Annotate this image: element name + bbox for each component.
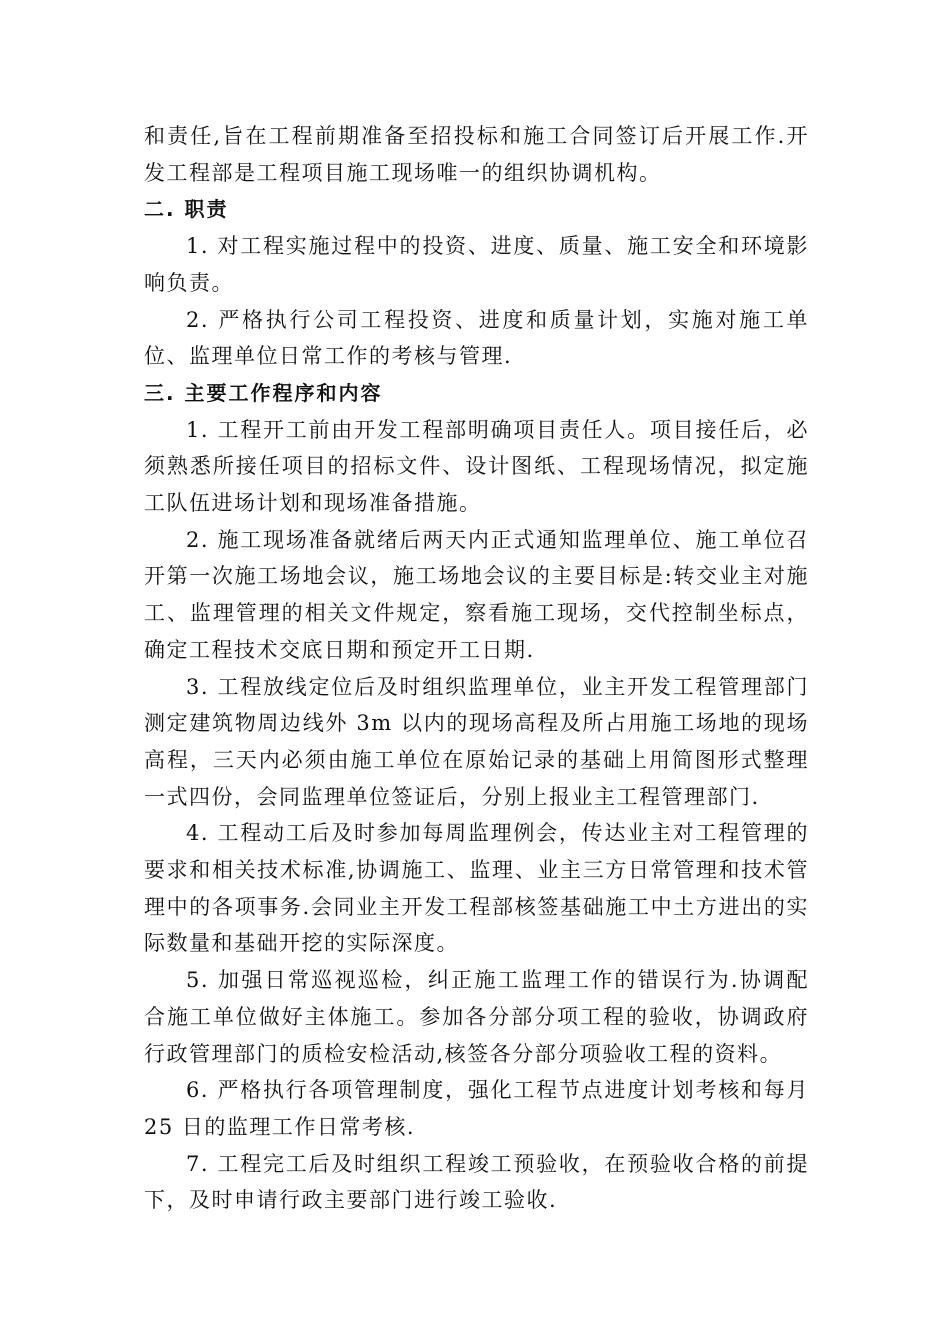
intro-paragraph: 和责任,旨在工程前期准备至招投标和施工合同签订后开展工作.开发工程部是工程项目施工现场唯一的组织协调机构。 bbox=[144, 124, 809, 185]
procedure-item-1: 1. 工程开工前由开发工程部明确项目责任人。项目接任后，必须熟悉所接任项目的招标文件、设计图纸、工程现场情况，拟定施工队伍进场计划和现场准备措施。 bbox=[144, 417, 809, 516]
section-heading-procedures: 三. 主要工作程序和内容 bbox=[144, 380, 383, 405]
procedure-item-6: 6. 严格执行各项管理制度，强化工程节点进度计划考核和每月 25 日的监理工作日常考核. bbox=[144, 1078, 809, 1139]
duty-item-2: 2. 严格执行公司工程投资、进度和质量计划，实施对施工单位、监理单位日常工作的考核与管理. bbox=[144, 307, 809, 369]
section-heading-duties: 二. 职责 bbox=[144, 197, 229, 222]
procedure-item-3: 3. 工程放线定位后及时组织监理单位，业主开发工程管理部门测定建筑物周边线外 3m 以内的现场高程及所占用施工场地的现场高程，三天内必须由施工单位在原始记录的基础上用简图形式整理一式四份，会同监理单位签证后，分别上报业主工程管理部门. bbox=[144, 674, 809, 809]
procedure-item-7: 7. 工程完工后及时组织工程竣工预验收，在预验收合格的前提下，及时申请行政主要部门进行竣工验收. bbox=[144, 1151, 809, 1213]
procedure-item-2: 2. 施工现场准备就绪后两天内正式通知监理单位、施工单位召开第一次施工场地会议，施工场地会议的主要目标是:转交业主对施工、监理管理的相关文件规定，察看施工现场，交代控制坐标点，确定工程技术交底日期和预定开工日期. bbox=[144, 527, 809, 662]
document-page bbox=[144, 118, 809, 1219]
duty-item-1: 1. 对工程实施过程中的投资、进度、质量、施工安全和环境影响负责。 bbox=[144, 234, 809, 295]
procedure-item-5: 5. 加强日常巡视巡检，纠正施工监理工作的错误行为.协调配合施工单位做好主体施工。参加各分部分项工程的验收，协调政府行政管理部门的质检安检活动,核签各分部分项验收工程的资料。 bbox=[144, 968, 809, 1066]
procedure-item-4: 4. 工程动工后及时参加每周监理例会，传达业主对工程管理的要求和相关技术标准,协调施工、监理、业主三方日常管理和技术管理中的各项事务.会同业主开发工程部核签基础施工中土方进出的实际数量和基础开挖的实际深度。 bbox=[144, 821, 809, 956]
